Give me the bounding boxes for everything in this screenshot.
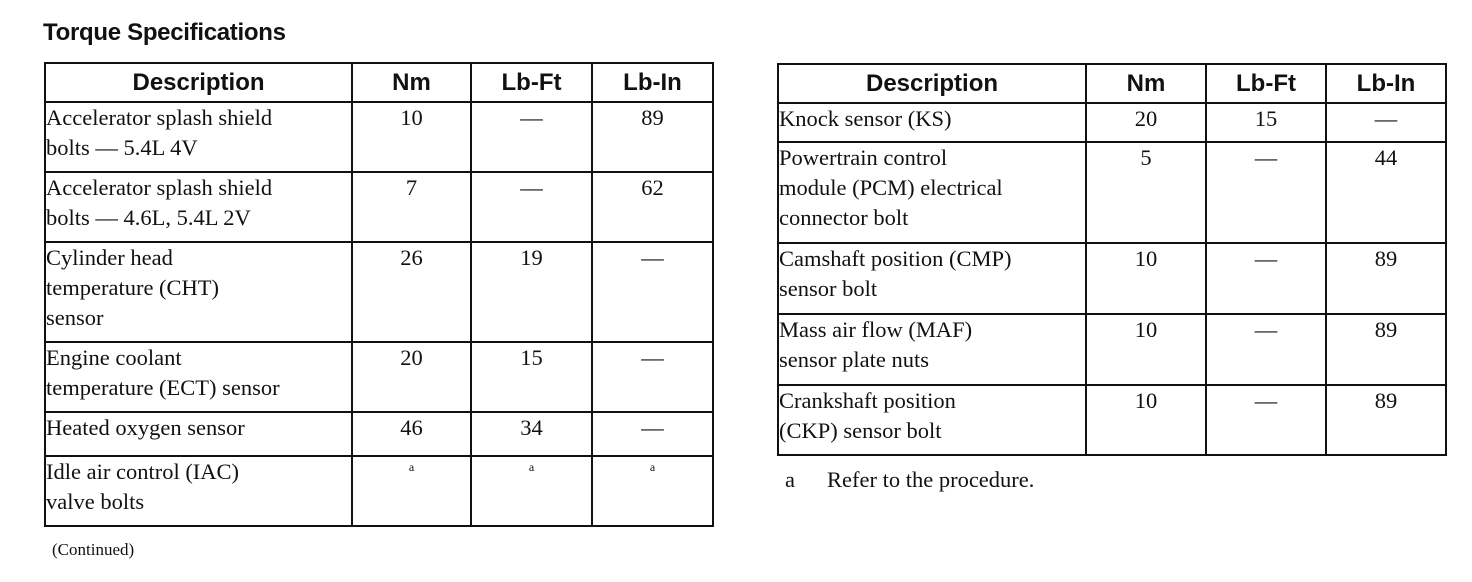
- cell-lbft: [1206, 385, 1326, 455]
- row-description: [45, 172, 352, 242]
- description-line: Engine coolant: [46, 345, 182, 370]
- cell-lbin: [592, 412, 713, 456]
- cell-lbft: [1206, 243, 1326, 314]
- description-line: Knock sensor (KS): [779, 106, 952, 131]
- description-line: sensor plate nuts: [779, 347, 929, 372]
- value-lbft: 34: [520, 415, 543, 440]
- cell-nm: [352, 102, 471, 172]
- value-lbin: 89: [1374, 388, 1398, 413]
- value-nm: 10: [400, 105, 423, 130]
- value-nm: 26: [400, 245, 423, 270]
- row-description: [778, 142, 1086, 243]
- cell-lbin: [1326, 243, 1446, 314]
- value-lbin: —: [1374, 106, 1398, 131]
- value-lbft: —: [1254, 388, 1278, 413]
- cell-nm: [352, 172, 471, 242]
- value-lbft: 19: [520, 245, 543, 270]
- value-nm: 10: [1134, 317, 1158, 342]
- cell-nm: [1086, 385, 1206, 455]
- description-line: sensor bolt: [779, 276, 878, 301]
- cell-lbft: [471, 172, 592, 242]
- value-lbin: —: [641, 415, 664, 440]
- value-nm: 5: [1140, 145, 1152, 170]
- value-lbin: a: [649, 460, 656, 474]
- cell-lbin: [1326, 314, 1446, 385]
- value-lbin: 62: [641, 175, 664, 200]
- description-line: Camshaft position (CMP): [779, 246, 1012, 271]
- value-nm: 10: [1134, 388, 1158, 413]
- cell-nm: [1086, 103, 1206, 142]
- cell-lbft: [471, 412, 592, 456]
- description-line: sensor: [46, 305, 104, 330]
- value-nm: a: [408, 460, 415, 474]
- cell-lbft: [471, 342, 592, 412]
- description-line: (CKP) sensor bolt: [779, 418, 942, 443]
- continued-note: (Continued): [52, 540, 135, 559]
- header-description: Description: [778, 64, 1086, 103]
- description-line: Mass air flow (MAF): [779, 317, 973, 342]
- cell-nm: [1086, 243, 1206, 314]
- table-row: [778, 103, 1446, 142]
- cell-lbft: [1206, 103, 1326, 142]
- torque-table-left: [44, 62, 714, 527]
- value-lbft: —: [1254, 246, 1278, 271]
- header-nm: Nm: [1086, 64, 1206, 103]
- header-row: [45, 63, 713, 102]
- cell-lbin: [592, 172, 713, 242]
- row-description: [778, 385, 1086, 455]
- cell-lbin: [1326, 385, 1446, 455]
- description-line: Heated oxygen sensor: [46, 415, 245, 440]
- cell-lbin: [592, 342, 713, 412]
- value-lbin: —: [641, 345, 664, 370]
- cell-nm: [352, 342, 471, 412]
- footnote-mark: a: [785, 467, 795, 492]
- value-nm: 46: [400, 415, 423, 440]
- row-description: [45, 342, 352, 412]
- value-nm: 10: [1134, 246, 1158, 271]
- table-row: [778, 385, 1446, 455]
- table-row: [45, 456, 713, 526]
- description-line: Idle air control (IAC): [46, 459, 240, 484]
- table-row: [778, 314, 1446, 385]
- cell-lbft: [1206, 314, 1326, 385]
- table-row: [45, 172, 713, 242]
- table-row: [45, 342, 713, 412]
- description-line: Crankshaft position: [779, 388, 956, 413]
- row-description: [778, 103, 1086, 142]
- header-nm: Nm: [352, 63, 471, 102]
- cell-nm: [1086, 142, 1206, 243]
- value-nm: 20: [400, 345, 423, 370]
- value-lbft: 15: [520, 345, 543, 370]
- description-line: Powertrain control: [779, 145, 948, 170]
- row-description: [778, 243, 1086, 314]
- page-title: Torque Specifications: [43, 19, 286, 46]
- header-description: Description: [45, 63, 352, 102]
- table-row: [45, 102, 713, 172]
- description-line: Accelerator splash shield: [46, 175, 273, 200]
- cell-lbin: [592, 456, 713, 526]
- value-lbin: 89: [1374, 246, 1398, 271]
- cell-lbft: [471, 456, 592, 526]
- row-description: [45, 102, 352, 172]
- cell-lbin: [1326, 103, 1446, 142]
- torque-table-right: [777, 63, 1447, 456]
- cell-nm: [352, 412, 471, 456]
- cell-lbft: [1206, 142, 1326, 243]
- cell-lbin: [1326, 142, 1446, 243]
- description-line: bolts — 4.6L, 5.4L 2V: [46, 205, 251, 230]
- value-lbft: —: [520, 175, 543, 200]
- table-row: [778, 243, 1446, 314]
- header-row: [778, 64, 1446, 103]
- description-line: bolts — 5.4L 4V: [46, 135, 198, 160]
- header-lbin: Lb-In: [592, 63, 713, 102]
- table-row: [45, 412, 713, 456]
- description-line: temperature (CHT): [46, 275, 220, 300]
- footnote-text: Refer to the procedure.: [827, 467, 1035, 492]
- value-lbft: —: [520, 105, 543, 130]
- value-lbft: —: [1254, 145, 1278, 170]
- cell-lbin: [592, 242, 713, 342]
- header-lbft: Lb-Ft: [1206, 64, 1326, 103]
- cell-lbft: [471, 242, 592, 342]
- value-lbft: a: [528, 460, 535, 474]
- value-lbin: —: [641, 245, 664, 270]
- cell-nm: [1086, 314, 1206, 385]
- description-line: temperature (ECT) sensor: [46, 375, 280, 400]
- value-lbft: 15: [1254, 106, 1278, 131]
- row-description: [45, 412, 352, 456]
- value-lbin: 44: [1374, 145, 1398, 170]
- header-lbft: Lb-Ft: [471, 63, 592, 102]
- cell-nm: [352, 242, 471, 342]
- description-line: Cylinder head: [46, 245, 173, 270]
- row-description: [778, 314, 1086, 385]
- value-lbin: 89: [1374, 317, 1398, 342]
- description-line: Accelerator splash shield: [46, 105, 273, 130]
- description-line: module (PCM) electrical: [779, 175, 1003, 200]
- header-lbin: Lb-In: [1326, 64, 1446, 103]
- row-description: [45, 242, 352, 342]
- cell-lbin: [592, 102, 713, 172]
- value-lbft: —: [1254, 317, 1278, 342]
- cell-nm: [352, 456, 471, 526]
- value-lbin: 89: [641, 105, 664, 130]
- table-row: [45, 242, 713, 342]
- row-description: [45, 456, 352, 526]
- footnote: [785, 467, 1034, 493]
- value-nm: 7: [405, 175, 418, 200]
- value-nm: 20: [1134, 106, 1158, 131]
- description-line: connector bolt: [779, 205, 909, 230]
- table-row: [778, 142, 1446, 243]
- description-line: valve bolts: [46, 489, 145, 514]
- cell-lbft: [471, 102, 592, 172]
